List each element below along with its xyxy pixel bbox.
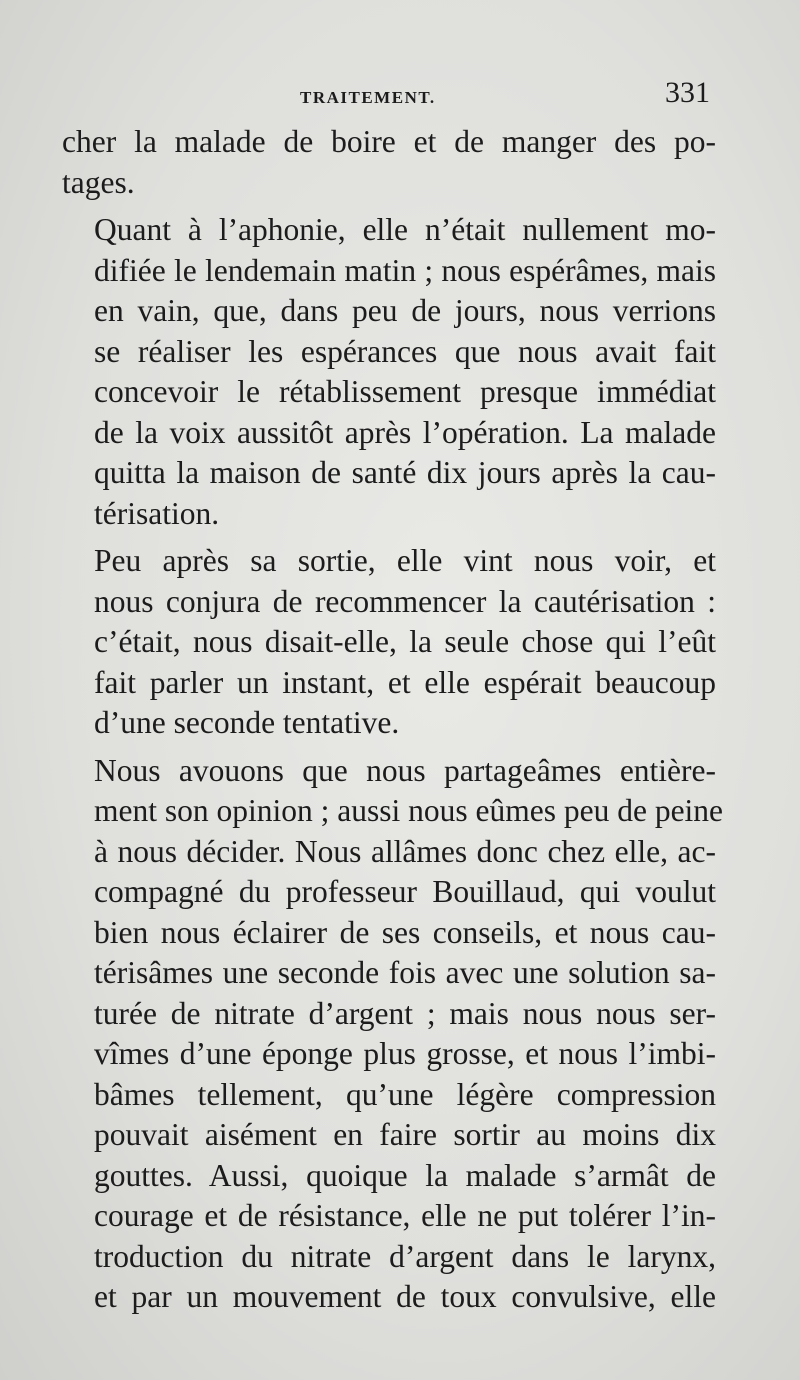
text-line: cher la malade de boire et de manger des po-: [62, 124, 716, 159]
page-header: [60, 76, 710, 116]
text-line: Peu après sa sortie, elle vint nous voir, et: [94, 543, 716, 578]
text-line: courage et de résistance, elle ne put tolérer l’in-: [94, 1198, 716, 1233]
body-text: [62, 122, 724, 1325]
text-line: térisâmes une seconde fois avec une solution sa-: [94, 955, 716, 990]
text-line: ment son opinion ; aussi nous eûmes peu de peine: [94, 793, 724, 828]
text-line: nous conjura de recommencer la cautérisation :: [94, 583, 716, 619]
text-line: d’une seconde tentative.: [94, 705, 400, 740]
text-line: turée de nitrate d’argent ; mais nous nous ser-: [94, 995, 716, 1031]
text-line: de la voix aussitôt après l’opération. La malade: [94, 414, 716, 450]
text-line: vîmes d’une éponge plus grosse, et nous l’imbi-: [94, 1036, 716, 1071]
text-line: térisation.: [94, 495, 220, 531]
text-line: Quant à l’aphonie, elle n’était nullement mo-: [94, 212, 716, 247]
text-line: quitta la maison de santé dix jours après la cau-: [94, 455, 716, 490]
text-line: bien nous éclairer de ses conseils, et nous cau-: [94, 914, 716, 950]
text-line: troduction du nitrate d’argent dans le larynx,: [94, 1238, 716, 1274]
text-line: tages.: [62, 164, 135, 200]
text-line: bâmes tellement, qu’une légère compression: [94, 1076, 716, 1112]
paragraph-4: [62, 751, 724, 1318]
text-line: compagné du professeur Bouillaud, qui voulut: [94, 874, 716, 909]
text-line: gouttes. Aussi, quoique la malade s’armât de: [94, 1157, 716, 1193]
text-line: et par un mouvement de toux convulsive, elle: [94, 1279, 716, 1314]
text-line: à nous décider. Nous allâmes donc chez elle, ac-: [94, 833, 716, 869]
text-line: fait parler un instant, et elle espérait beaucoup: [94, 664, 716, 700]
text-line: c’était, nous disait-elle, la seule chose qui l’eût: [94, 624, 716, 659]
paragraph-3: [62, 541, 716, 744]
paragraph-2: [62, 210, 716, 534]
text-line: en vain, que, dans peu de jours, nous verrions: [94, 293, 716, 328]
text-line: pouvait aisément en faire sortir au moins dix: [94, 1117, 716, 1152]
page-number: 331: [665, 76, 710, 109]
text-line: difiée le lendemain matin ; nous espérâmes, mais: [94, 252, 716, 288]
text-line: se réaliser les espérances que nous avait fait: [94, 333, 716, 369]
paragraph-1: [62, 122, 716, 203]
text-line: concevoir le rétablissement presque immédiat: [94, 374, 716, 409]
text-line: Nous avouons que nous partageâmes entière-: [94, 752, 716, 788]
running-head: TRAITEMENT.: [300, 88, 436, 107]
